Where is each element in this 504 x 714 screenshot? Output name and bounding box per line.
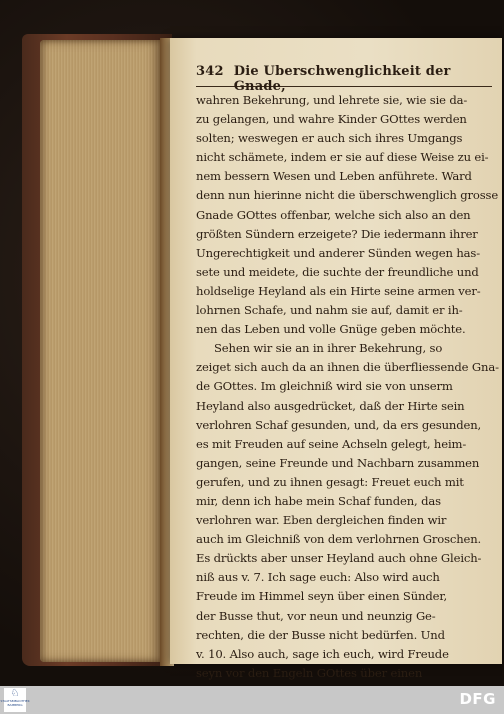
text-line: zeiget sich auch da an ihnen die überfliessende Gna- bbox=[196, 360, 499, 375]
text-line: nen das Leben und volle Gnüge geben möchte. bbox=[196, 322, 466, 337]
text-line: Gnade GOttes offenbar, welche sich also an den bbox=[196, 207, 471, 222]
text-line: Heyland also ausgedrücket, daß der Hirte sein bbox=[196, 398, 465, 413]
text-line: der Busse thut, vor neun und neunzig Ge- bbox=[196, 608, 436, 623]
running-head bbox=[196, 64, 496, 94]
text-line: Es drückts aber unser Heyland auch ohne Gleich- bbox=[196, 551, 482, 566]
text-line: gangen, seine Freunde und Nachbarn zusammen bbox=[196, 455, 480, 470]
text-line: auch im Gleichniß von dem verlohrnen Groschen. bbox=[196, 532, 482, 547]
text-block bbox=[196, 64, 499, 686]
text-line: denn nun hierinne nicht die überschwenglich grosse bbox=[196, 188, 499, 203]
text-line: seyn vor den Engeln GOttes über einen bbox=[196, 665, 423, 680]
page-number: 342 bbox=[196, 64, 224, 79]
text-line: lohrnen Schafe, und nahm sie auf, damit er ih- bbox=[196, 303, 463, 318]
text-line: v. 10. Also auch, sage ich euch, wird Freude bbox=[196, 646, 449, 661]
text-line: niß aus v. 7. Ich sage euch: Also wird auch bbox=[196, 570, 440, 585]
viewer-footer bbox=[0, 686, 504, 714]
text-lines bbox=[196, 91, 499, 683]
library-logo-icon: ♘ bbox=[10, 688, 20, 699]
text-line: sete und meidete, die suchte der freundliche und bbox=[196, 264, 479, 279]
text-line: verlohren Schaf gesunden, und, da ers gesunden, bbox=[196, 417, 482, 432]
text-line: rechten, die der Busse nicht bedürfen. Und bbox=[196, 627, 445, 642]
dfg-logo[interactable]: DFG bbox=[459, 690, 496, 708]
library-logo-text: STAATSBIBLIOTHEK BAMBERG bbox=[0, 699, 30, 707]
text-line: de GOttes. Im gleichniß wird sie von unserm bbox=[196, 379, 453, 394]
text-line: zu gelangen, und wahre Kinder GOttes werden bbox=[196, 112, 467, 127]
text-line: Sehen wir sie an in ihrer Bekehrung, so bbox=[214, 341, 443, 356]
library-logo[interactable] bbox=[0, 688, 30, 712]
book-page bbox=[170, 38, 502, 680]
running-head-title: Die Uberschwenglichkeit der Gnade, bbox=[233, 64, 451, 94]
text-line: gerufen, und zu ihnen gesagt: Freuet euch mit bbox=[196, 474, 464, 489]
text-line: nicht schämete, indem er sie auf diese Weise zu ei- bbox=[196, 150, 489, 165]
text-line: nem bessern Wesen und Leben anführete. Ward bbox=[196, 169, 472, 184]
text-line: solten; weswegen er auch sich ihres Umgangs bbox=[196, 131, 463, 146]
text-line: es mit Freuden auf seine Achseln gelegt, heim- bbox=[196, 436, 467, 451]
text-line: mir, denn ich habe mein Schaf funden, das bbox=[196, 493, 441, 508]
text-line: Freude im Himmel seyn über einen Sünder, bbox=[196, 589, 447, 604]
text-line: größten Sündern erzeigete? Die iedermann ihrer bbox=[196, 226, 478, 241]
page-edges bbox=[40, 40, 162, 662]
text-line: wahren Bekehrung, und lehrete sie, wie sie da- bbox=[196, 93, 468, 107]
text-line: verlohren war. Eben dergleichen finden wir bbox=[196, 513, 447, 528]
text-line: holdselige Heyland als ein Hirte seine armen ver- bbox=[196, 283, 481, 298]
text-line: Ungerechtigkeit und anderer Sünden wegen has- bbox=[196, 245, 480, 260]
